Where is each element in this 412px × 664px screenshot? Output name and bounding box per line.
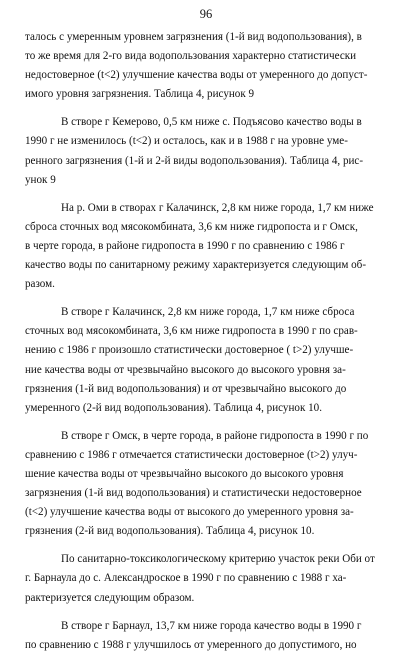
- text-line: нению с 1986 г произошло статистически достоверное ( t>2) улучше-: [25, 344, 354, 357]
- text-line: сброса сточных вод мясокомбината, 3,6 км ниже гидропоста и г Омск,: [25, 220, 358, 233]
- paragraph: [25, 617, 389, 655]
- paragraph: [25, 199, 389, 294]
- text-line: грязнения (1-й вид водопользования) и от чрезвычайно высокого до: [25, 382, 347, 395]
- text-line: унок 9: [25, 173, 56, 186]
- text-line: В створе г Барнаул, 13,7 км ниже города качество воды в 1990 г: [61, 619, 362, 632]
- text-line: сточных вод мясокомбината, 3,6 км ниже гидропоста в 1990 г по срав-: [25, 325, 358, 338]
- text-line: разом.: [25, 278, 55, 291]
- text-line: талось с умеренным уровнем загрязнения (1-й вид водопользования), в: [25, 31, 362, 43]
- text-line: В створе г Омск, в черте города, в районе гидропоста в 1990 г по: [61, 429, 369, 442]
- text-line: загрязнения (1-й вид водопользования) и статистически недостоверное: [25, 487, 362, 500]
- paragraph: [25, 113, 389, 189]
- text-line: то же время для 2-го вида водопользования характерно статистически: [25, 50, 357, 63]
- paragraph: [25, 28, 389, 104]
- text-line: сравнению с 1986 г отмечается статистически достоверное (t>2) улуч-: [25, 448, 358, 461]
- text-line: рактеризуется следующим образом.: [25, 591, 195, 604]
- text-line: по сравнению с 1988 г улучшилось от умеренного до допустимого, но: [25, 638, 357, 651]
- text-line: На р. Оми в створах г Калачинск, 2,8 км ниже города, 1,7 км ниже: [61, 201, 374, 214]
- paragraph: [25, 427, 389, 542]
- page-body: [25, 28, 389, 664]
- text-line: В створе г Калачинск, 2,8 км ниже города, 1,7 км ниже сброса: [61, 306, 355, 319]
- text-line: шение качества воды от чрезвычайно высокого до высокого уровня: [25, 467, 344, 480]
- text-line: имого уровня загрязнения. Таблица 4, рисунок 9: [25, 88, 255, 101]
- text-line: грязнения (2-й вид водопользования). Таблица 4, рисунок 10.: [25, 525, 315, 538]
- text-line: ние качества воды от чрезвычайно высокого до высокого уровня за-: [25, 363, 346, 376]
- text-line: (t<2) улучшение качества воды от высокого до умеренного уровня за-: [25, 506, 354, 519]
- text-line: качество воды по санитарному режиму характеризуется следующим об-: [25, 259, 367, 272]
- page-number: 96: [199, 7, 213, 21]
- text-line: недостоверное (t<2) улучшение качества воды от умеренного до допуст-: [25, 69, 368, 82]
- paragraph: [25, 550, 389, 607]
- text-line: В створе г Кемерово, 0,5 км ниже с. Подъясово качество воды в: [61, 116, 362, 129]
- text-line: ренного загрязнения (1-й и 2-й виды водопользования). Таблица 4, рис-: [25, 154, 364, 167]
- paragraph: [25, 303, 389, 418]
- text-line: 1990 г не изменилось (t<2) и осталось, как и в 1988 г на уровне уме-: [25, 135, 348, 148]
- text-line: г. Барнаула до с. Александроское в 1990 г по сравнению с 1988 г ха-: [25, 572, 347, 585]
- text-line: По санитарно-токсикологическому критерию участок реки Оби от: [61, 553, 375, 566]
- text-line: в черте города, в районе гидропоста в 1990 г по сравнению с 1986 г: [25, 239, 345, 252]
- text-line: умеренного (2-й вид водопользования). Таблица 4, рисунок 10.: [25, 401, 322, 414]
